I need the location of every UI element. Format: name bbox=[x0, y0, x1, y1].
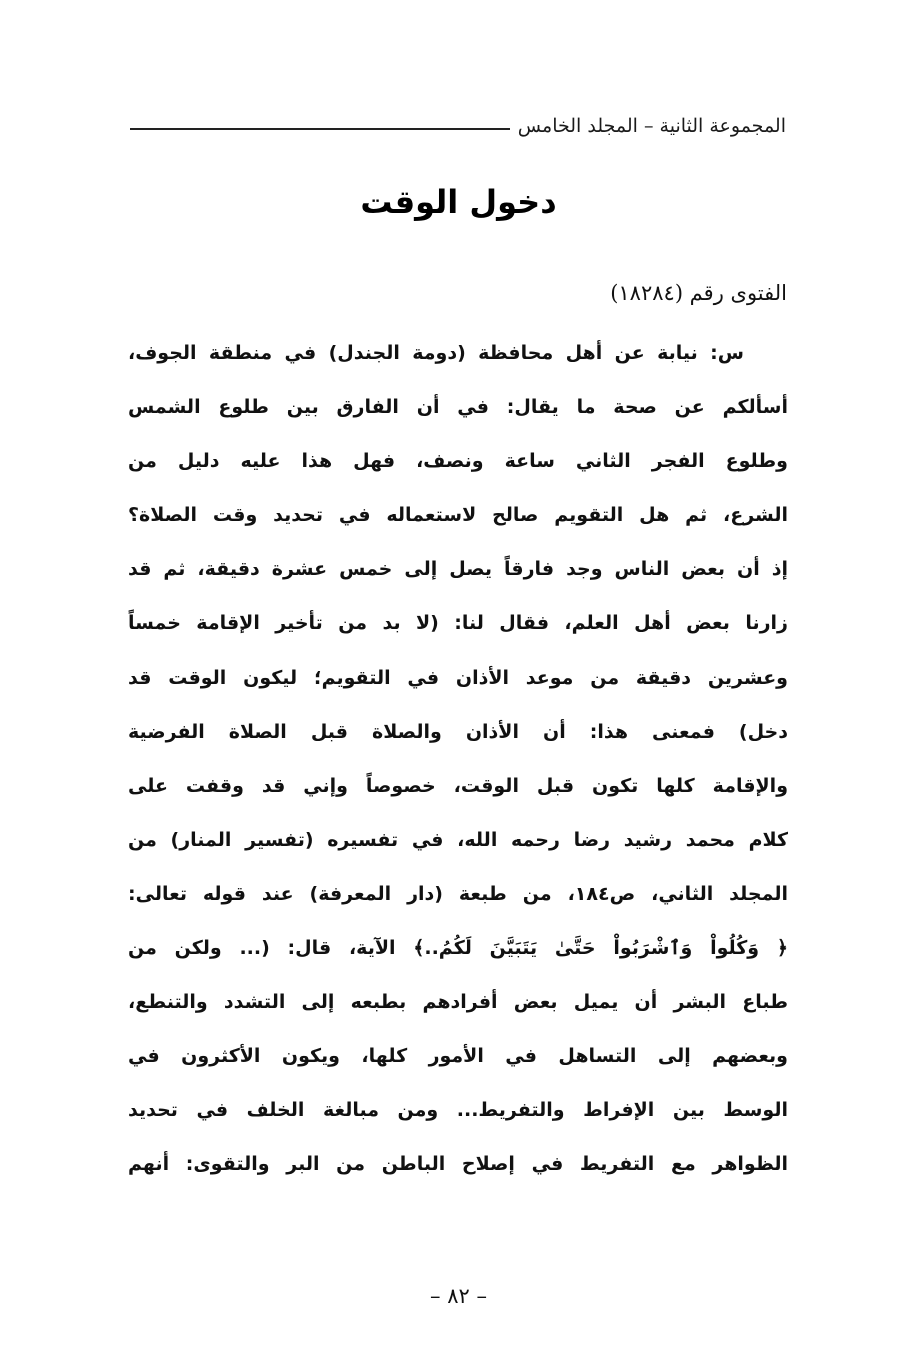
header-rule bbox=[130, 128, 510, 130]
fatwa-number: الفتوى رقم (١٨٢٨٤) bbox=[610, 281, 787, 305]
running-header bbox=[130, 110, 786, 142]
question-line: وعشرين دقيقة من موعد الأذان في التقويم؛ ليكون الوقت قد bbox=[128, 666, 788, 689]
question-line: الوسط بين الإفراط والتفريط... ومن مبالغة الخلف في تحديد bbox=[128, 1099, 788, 1122]
page-number: – ٨٢ – bbox=[430, 1284, 487, 1308]
question-line: وطلوع الفجر الثاني ساعة ونصف، فهل هذا عليه دليل من bbox=[128, 450, 788, 473]
running-header-title: المجموعة الثانية – المجلد الخامس bbox=[517, 115, 786, 137]
question-line: دخل) فمعنى هذا: أن الأذان والصلاة قبل الصلاة الفرضية bbox=[128, 720, 788, 743]
question-line: زارنا بعض أهل العلم، فقال لنا: (لا بد من تأخير الإقامة خمساً bbox=[128, 612, 788, 635]
question-line: وبعضهم إلى التساهل في الأمور كلها، ويكون الأكثرون في bbox=[128, 1045, 788, 1068]
question-line: إذ أن بعض الناس وجد فارقاً يصل إلى خمس عشرة دقيقة، ثم قد bbox=[128, 558, 788, 581]
page-title: دخول الوقت bbox=[360, 183, 557, 221]
question-line: كلام محمد رشيد رضا رحمه الله، في تفسيره (تفسير المنار) من bbox=[128, 828, 788, 851]
question-line: طباع البشر أن يميل بعض أفرادهم بطبعه إلى التشدد والتنطع، bbox=[128, 991, 788, 1014]
question-line: الظواهر مع التفريط في إصلاح الباطن من البر والتقوى: أنهم bbox=[128, 1153, 788, 1176]
question-body bbox=[128, 326, 788, 1192]
question-line: والإقامة كلها تكون قبل الوقت، خصوصاً وإني قد وقفت على bbox=[128, 774, 788, 797]
question-line: أسألكم عن صحة ما يقال: في أن الفارق بين طلوع الشمس bbox=[128, 396, 788, 419]
question-line: س: نيابة عن أهل محافظة (دومة الجندل) في منطقة الجوف، bbox=[128, 342, 744, 364]
question-line: الشرع، ثم هل التقويم صالح لاستعماله في تحديد وقت الصلاة؟ bbox=[128, 504, 788, 527]
question-line: المجلد الثاني، ص١٨٤، من طبعة (دار المعرفة) عند قوله تعالى: bbox=[128, 882, 788, 905]
question-line: ﴿ وَكُلُواْ وَٱشْرَبُواْ حَتَّىٰ يَتَبَيَّنَ لَكُمُ..﴾ الآية، قال: (... ولكن من bbox=[128, 937, 788, 960]
